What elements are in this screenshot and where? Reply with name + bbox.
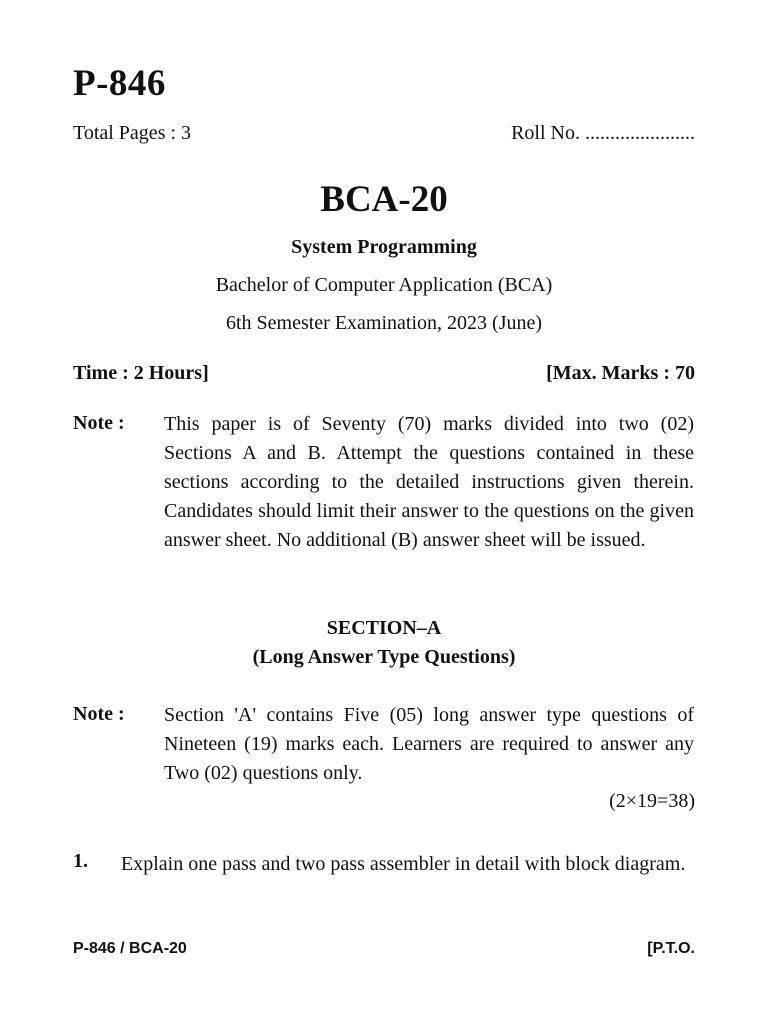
paper-code: P-846 [73,63,166,104]
time-allowed: Time : 2 Hours] [73,362,209,384]
course-code: BCA-20 [320,179,448,220]
section-a-title: SECTION–A [326,617,442,639]
section-a-note-label: Note : [73,703,125,725]
section-a-subtitle: (Long Answer Type Questions) [252,646,516,668]
question-text: Explain one pass and two pass assembler in detail with block diagram. [121,853,686,875]
max-marks: [Max. Marks : 70 [546,362,695,384]
section-a-note-text: Section 'A' contains Five (05) long answer type questions of Nineteen (19) marks each. Learners are required to answer any Two (02) questions only. [164,704,694,784]
general-note-text: This paper is of Seventy (70) marks divided into two (02) Sections A and B. Attempt the questions contained in these sections according to the detailed instructions given therein. Candidates should limit their answer to the questions on the given answer sheet. No additional (B) answer sheet will be issued. [164,413,694,551]
marks-scheme: (2×19=38) [609,790,695,812]
footer-paper-code: P-846 / BCA-20 [73,940,187,957]
subject-title: System Programming [291,236,477,258]
footer-pto: [P.T.O. [647,940,695,957]
exam-name: 6th Semester Examination, 2023 (June) [225,312,543,334]
general-note-label: Note : [73,412,125,434]
roll-number: Roll No. ...................... [511,122,695,144]
question-number: 1. [73,850,88,872]
program-name: Bachelor of Computer Application (BCA) [215,274,553,296]
total-pages: Total Pages : 3 [73,122,192,144]
